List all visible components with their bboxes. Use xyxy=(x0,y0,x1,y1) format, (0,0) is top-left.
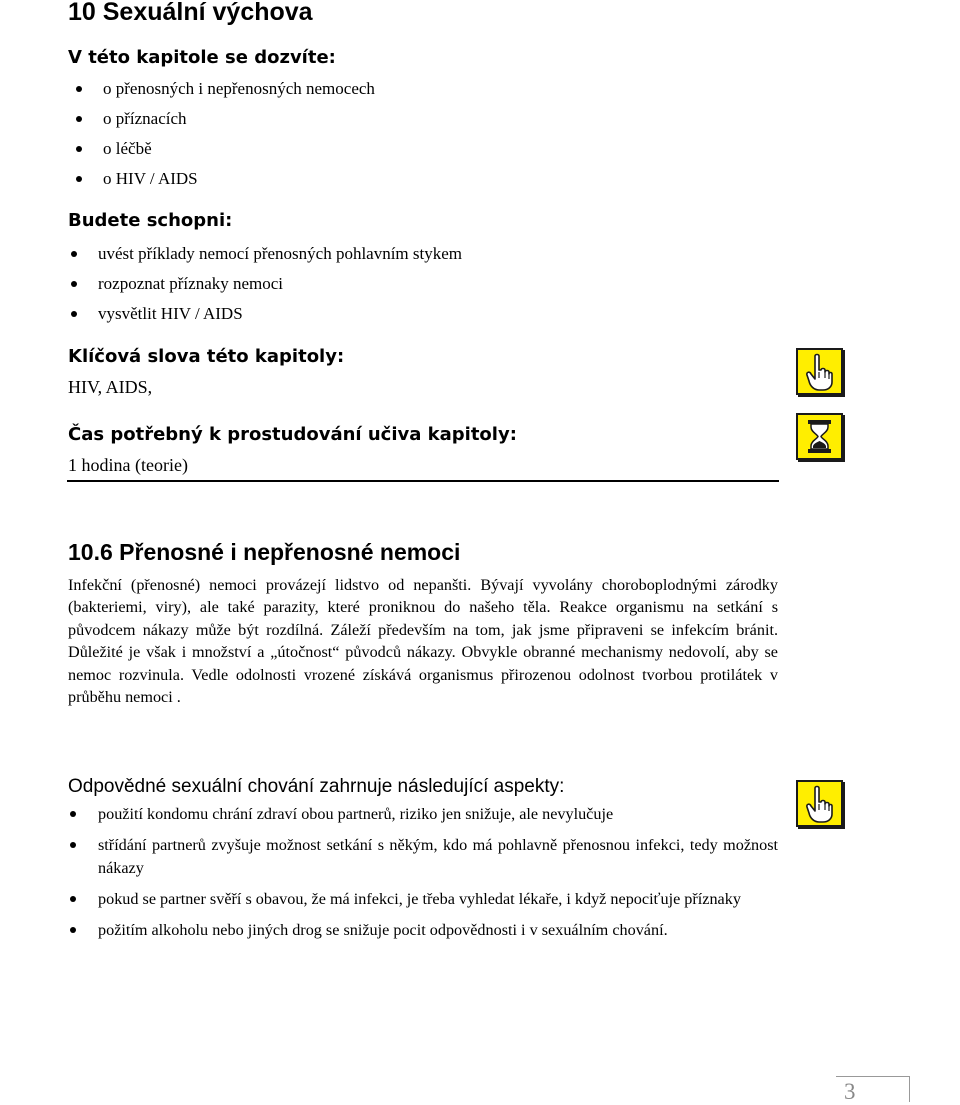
list-item: o přenosných i nepřenosných nemocech xyxy=(103,74,375,104)
section-title: 10.6 Přenosné i nepřenosné nemoci xyxy=(68,539,461,565)
learn-heading: V této kapitole se dozvíte: xyxy=(68,47,336,68)
list-item: o HIV / AIDS xyxy=(103,164,375,194)
list-item: o léčbě xyxy=(103,134,375,164)
able-heading: Budete schopni: xyxy=(68,210,233,231)
time-heading: Čas potřebný k prostudování učiva kapitoly: xyxy=(68,424,517,445)
able-list xyxy=(98,239,462,329)
learn-list xyxy=(103,74,375,194)
list-item: rozpoznat příznaky nemoci xyxy=(98,269,462,299)
list-item: vysvětlit HIV / AIDS xyxy=(98,299,462,329)
divider-line xyxy=(67,480,779,482)
page-number: 3 xyxy=(844,1079,856,1104)
keywords-heading: Klíčová slova této kapitoly: xyxy=(68,346,345,367)
list-item: použití kondomu chrání zdraví obou partnerů, riziko jen snižuje, ale nevylučuje xyxy=(98,803,778,825)
section-paragraph: Infekční (přenosné) nemoci provázejí lidstvo od nepanšti. Bývají vyvolány choroboplodnými zárodky (bakteriemi, viry), ale také parazity, které proniknou do našeho těla. Reakce organismu na setkání s původcem nákazy může být rozdílná. Záleží především na tom, jak jsme připraveni se infekcím bránit. Důležité je však i množství a „útočnost“ původců nákazy. Obvykle obranné mechanismy nedovolí, aby se nemoc rozvinula. Vedle odolnosti vrozené získává organismus přirozenou odolnost tvorbou protilátek v průběhu nemoci . xyxy=(68,576,778,707)
list-item: požitím alkoholu nebo jiných drog se snižuje pocit odpovědnosti i v sexuálním chování. xyxy=(98,919,778,941)
keywords-value: HIV, AIDS, xyxy=(68,377,153,397)
responsible-list xyxy=(98,803,778,950)
page-number-box xyxy=(836,1076,910,1102)
list-item: uvést příklady nemocí přenosných pohlavním stykem xyxy=(98,239,462,269)
list-item: střídání partnerů zvyšuje možnost setkání s někým, kdo má pohlavně přenosnou infekci, tedy možnost nákazy xyxy=(98,834,778,879)
pointing-finger-icon xyxy=(796,348,843,395)
hourglass-icon xyxy=(796,413,843,460)
time-value: 1 hodina (teorie) xyxy=(68,455,188,475)
list-item: o příznacích xyxy=(103,104,375,134)
pointing-finger-icon xyxy=(796,780,843,827)
list-item: pokud se partner svěří s obavou, že má infekci, je třeba vyhledat lékaře, i když nepociťuje příznaky xyxy=(98,888,778,910)
chapter-title: 10 Sexuální výchova xyxy=(68,0,313,26)
responsible-intro: Odpovědné sexuální chování zahrnuje následující aspekty: xyxy=(68,776,565,797)
